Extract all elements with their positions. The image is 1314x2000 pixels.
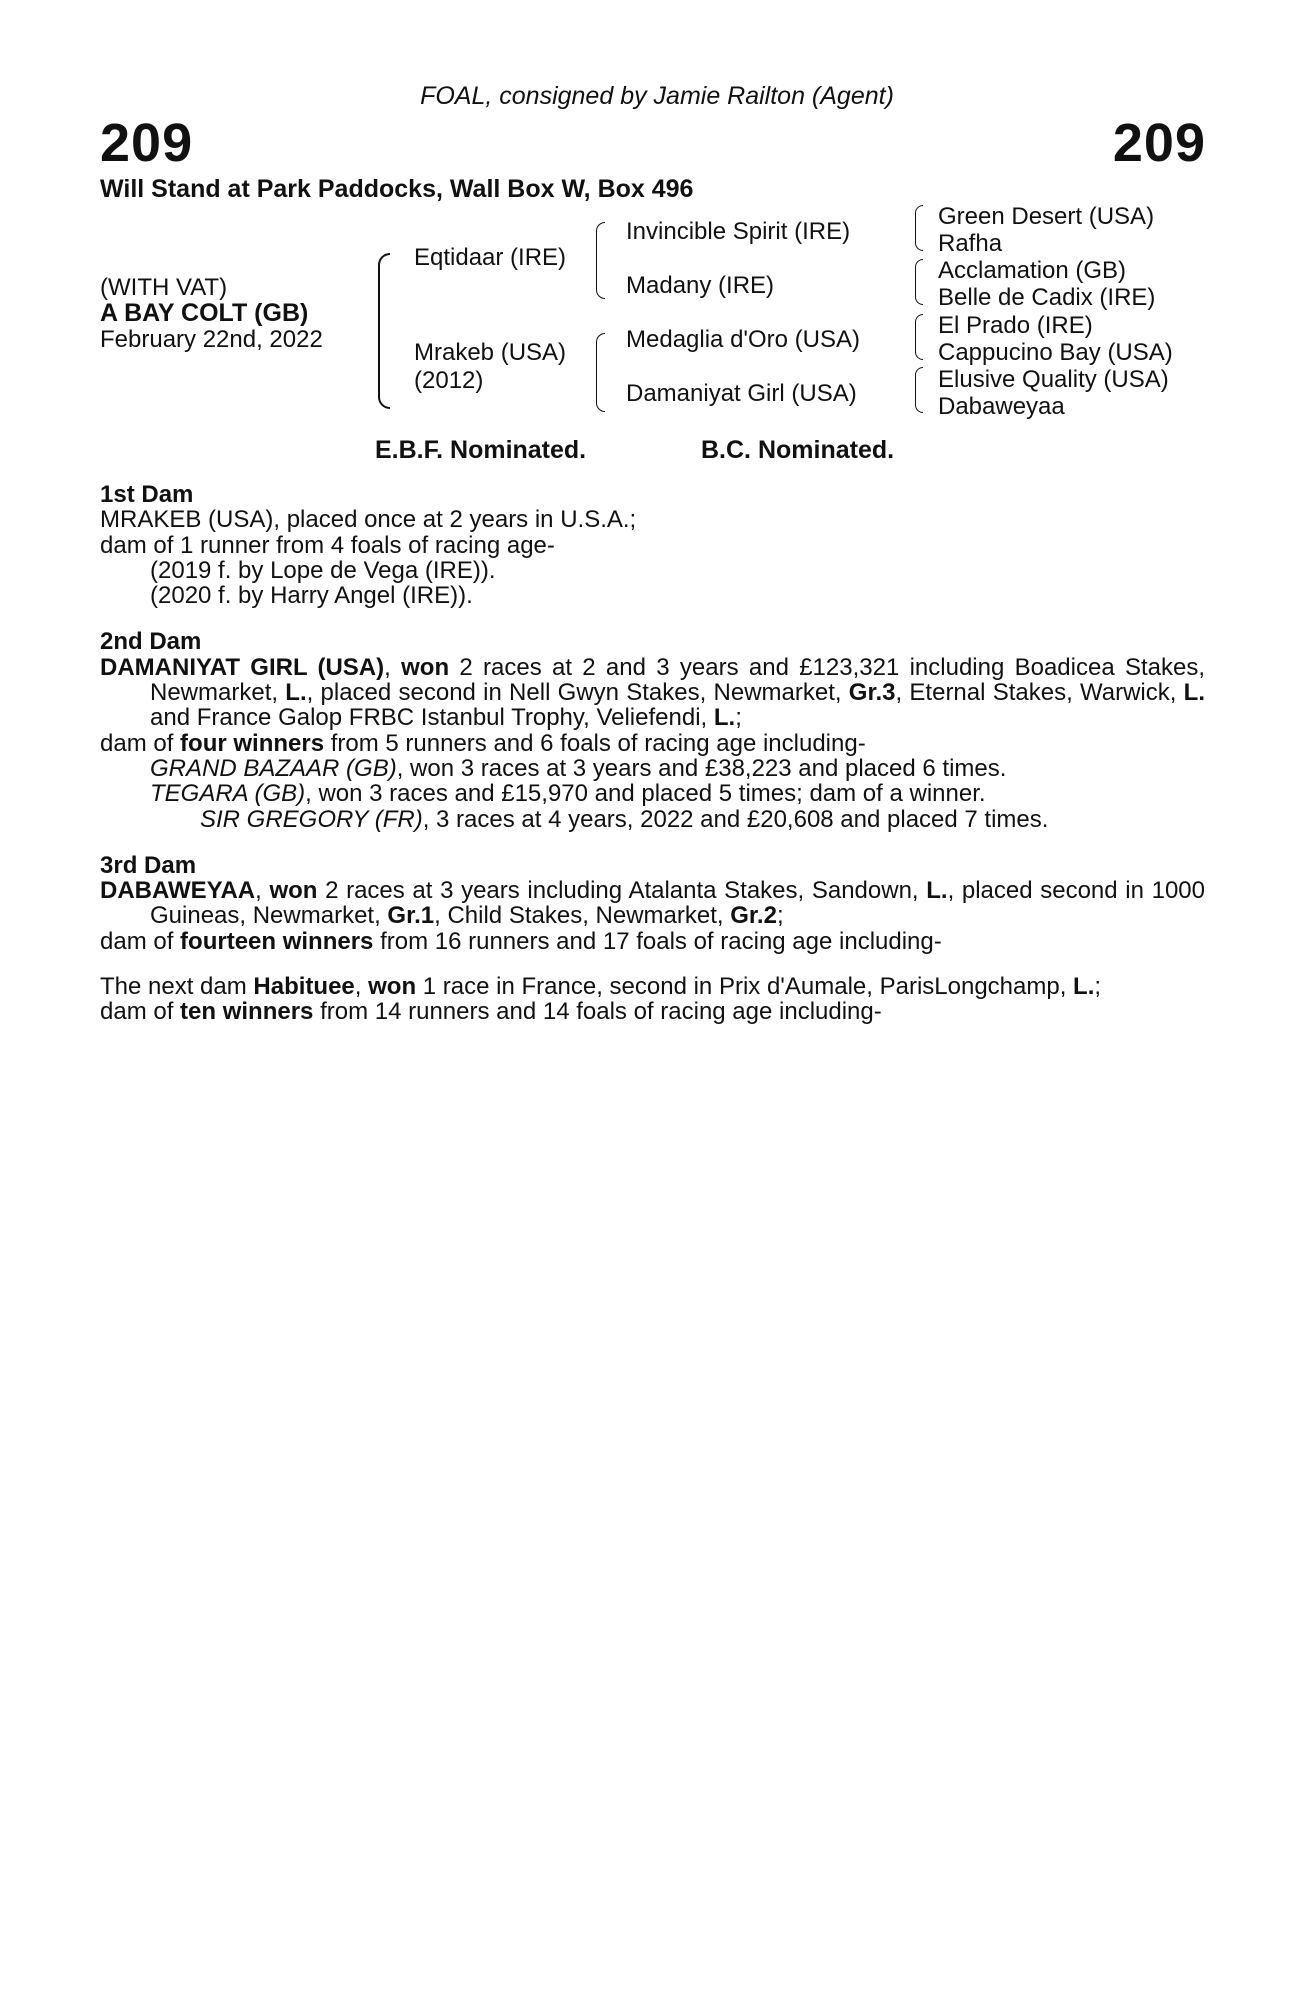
third-dam-produce-summary [100, 929, 1205, 954]
won-label: won [269, 877, 318, 905]
record-text: , Eternal Stakes, Warwick, [895, 679, 1184, 707]
winner-count: fourteen winners [180, 927, 374, 955]
text: dam of [100, 998, 181, 1026]
third-dam-heading: 3rd Dam [100, 851, 197, 879]
text: , 3 races at 4 years, 2022 and £20,608 and placed 7 times. [422, 805, 1049, 833]
text: ; [776, 902, 784, 930]
horse-name: TEGARA (GB) [150, 780, 306, 808]
horse-dob: February 22nd, 2022 [100, 326, 323, 353]
horse-name: A BAY COLT (GB) [100, 299, 309, 327]
text: dam of [100, 927, 181, 955]
record-text: , placed second in Nell Gwyn Stakes, Newmarket, [306, 679, 849, 707]
first-dam-section [100, 482, 1205, 608]
grade-L: L. [713, 704, 736, 732]
sire-dam-name: Madany (IRE) [626, 272, 775, 299]
gen3-ssd: Rafha [938, 230, 1003, 257]
gen3-sds: Acclamation (GB) [938, 257, 1127, 284]
grade-2: Gr.2 [730, 902, 777, 930]
pedigree-brace-gen1 [378, 253, 390, 409]
produce-grand-bazaar [100, 756, 1205, 781]
grade-L: L. [1183, 679, 1205, 707]
grade-L: L. [285, 679, 307, 707]
horse-name: SIR GREGORY (FR) [200, 805, 423, 833]
lot-number-right: 209 [1112, 113, 1206, 173]
text: 1 race in France, second in Prix d'Aumale, ParisLongchamp, [416, 973, 1074, 1001]
text: The next dam [100, 973, 254, 1001]
gen3-ddd: Dabaweyaa [938, 393, 1065, 420]
gen3-sss: Green Desert (USA) [938, 203, 1155, 230]
third-dam-record: DABAWEYAA, won 2 races at 3 years including Atalanta Stakes, Sandown, L., placed second in 1000 Guineas, Newmarket, Gr.1, Child Stakes, Newmarket, Gr.2; [100, 877, 1205, 930]
consignor-line: FOAL, consigned by Jamie Railton (Agent) [420, 82, 894, 110]
text: , won 3 races and £15,970 and placed 5 times; dam of a winner. [305, 780, 986, 808]
won-label: won [401, 653, 450, 681]
pedigree-brace-dd [915, 367, 923, 413]
text: , won 3 races at 3 years and £38,223 and placed 6 times. [396, 754, 1007, 782]
grade-L: L. [926, 877, 948, 905]
horse-name: GRAND BAZAAR (GB) [150, 754, 397, 782]
pedigree-brace-dam [596, 333, 605, 412]
next-dam-produce-summary [100, 999, 1205, 1024]
first-dam-line2: dam of 1 runner from 4 foals of racing age- [100, 531, 555, 559]
sire-name: Eqtidaar (IRE) [414, 244, 567, 271]
text: from 16 runners and 17 foals of racing age including- [373, 927, 942, 955]
bc-nomination: B.C. Nominated. [701, 436, 895, 464]
won-label: won [368, 973, 417, 1001]
winner-count: ten winners [180, 998, 314, 1026]
first-dam-heading: 1st Dam [100, 481, 194, 508]
lot-number-left: 209 [100, 113, 194, 173]
winner-count: four winners [180, 729, 325, 757]
text: from 14 runners and 14 foals of racing age including- [313, 998, 882, 1026]
first-dam-foal2: (2020 f. by Harry Angel (IRE)). [150, 582, 473, 610]
grade-L: L. [1073, 973, 1095, 1001]
gen3-dsd: Cappucino Bay (USA) [938, 339, 1173, 366]
second-dam-heading: 2nd Dam [100, 628, 202, 656]
pedigree-brace-ds [915, 314, 923, 360]
next-dam-name: Habituee [253, 973, 355, 1001]
pedigree-brace-sire [596, 222, 605, 299]
gen3-dds: Elusive Quality (USA) [938, 366, 1169, 393]
text: , placed second in 1000 Guineas, Newmarket, [150, 877, 1205, 930]
dam-dam-name: Damaniyat Girl (USA) [626, 380, 857, 407]
next-dam-record: The next dam Habituee, won 1 race in France, second in Prix d'Aumale, ParisLongchamp, L.; [100, 973, 1102, 1001]
second-dam-section [100, 629, 1205, 831]
produce-sir-gregory [100, 807, 1205, 832]
text: from 5 runners and 6 foals of racing age including- [324, 729, 866, 757]
produce-tegara [100, 781, 1205, 806]
second-dam-name: DAMANIYAT GIRL (USA) [100, 653, 385, 681]
gen3-sdd: Belle de Cadix (IRE) [938, 284, 1156, 311]
record-text: 2 races at 2 and 3 years and £123,321 including Boadicea Stakes, Newmarket, [150, 653, 1206, 707]
sire-sire-name: Invincible Spirit (IRE) [626, 218, 851, 245]
dam-name: Mrakeb (USA) [414, 339, 567, 366]
second-dam-produce-summary [100, 731, 1205, 756]
text: dam of [100, 729, 181, 757]
dam-year: (2012) [414, 367, 484, 394]
vat-note: (WITH VAT) [100, 274, 228, 301]
first-dam-line1: MRAKEB (USA), placed once at 2 years in U.S.A.; [100, 506, 637, 534]
second-dam-record: DAMANIYAT GIRL (USA), won 2 races at 2 and 3 years and £123,321 including Boadicea Stakes, Newmarket, L., placed second in Nell Gwyn Stakes, Newmarket, Gr.3, Eternal Stakes, Warwick, L. and France Galop FRBC Istanbul Trophy, Veliefendi, L.; [100, 653, 1206, 732]
text: 2 races at 3 years including Atalanta Stakes, Sandown, [317, 877, 927, 905]
grade-3: Gr.3 [848, 679, 896, 707]
next-dam-section [100, 974, 1205, 1025]
third-dam-section [100, 853, 1205, 954]
first-dam-foal1: (2019 f. by Lope de Vega (IRE)). [150, 556, 496, 584]
dam-sire-name: Medaglia d'Oro (USA) [626, 326, 860, 353]
catalogue-body [100, 482, 1205, 1025]
stand-location: Will Stand at Park Paddocks, Wall Box W, Box 496 [100, 175, 694, 203]
record-text: ; [735, 704, 742, 732]
grade-1: Gr.1 [387, 902, 435, 930]
third-dam-name: DABAWEYAA [100, 877, 256, 905]
record-text: and France Galop FRBC Istanbul Trophy, Veliefendi, [150, 704, 714, 732]
gen3-dss: El Prado (IRE) [938, 312, 1093, 339]
pedigree-brace-ss [915, 205, 923, 251]
pedigree-brace-sd [915, 259, 923, 305]
text: , Child Stakes, Newmarket, [434, 902, 731, 930]
ebf-nomination: E.B.F. Nominated. [375, 436, 587, 464]
text: ; [1094, 973, 1102, 1001]
